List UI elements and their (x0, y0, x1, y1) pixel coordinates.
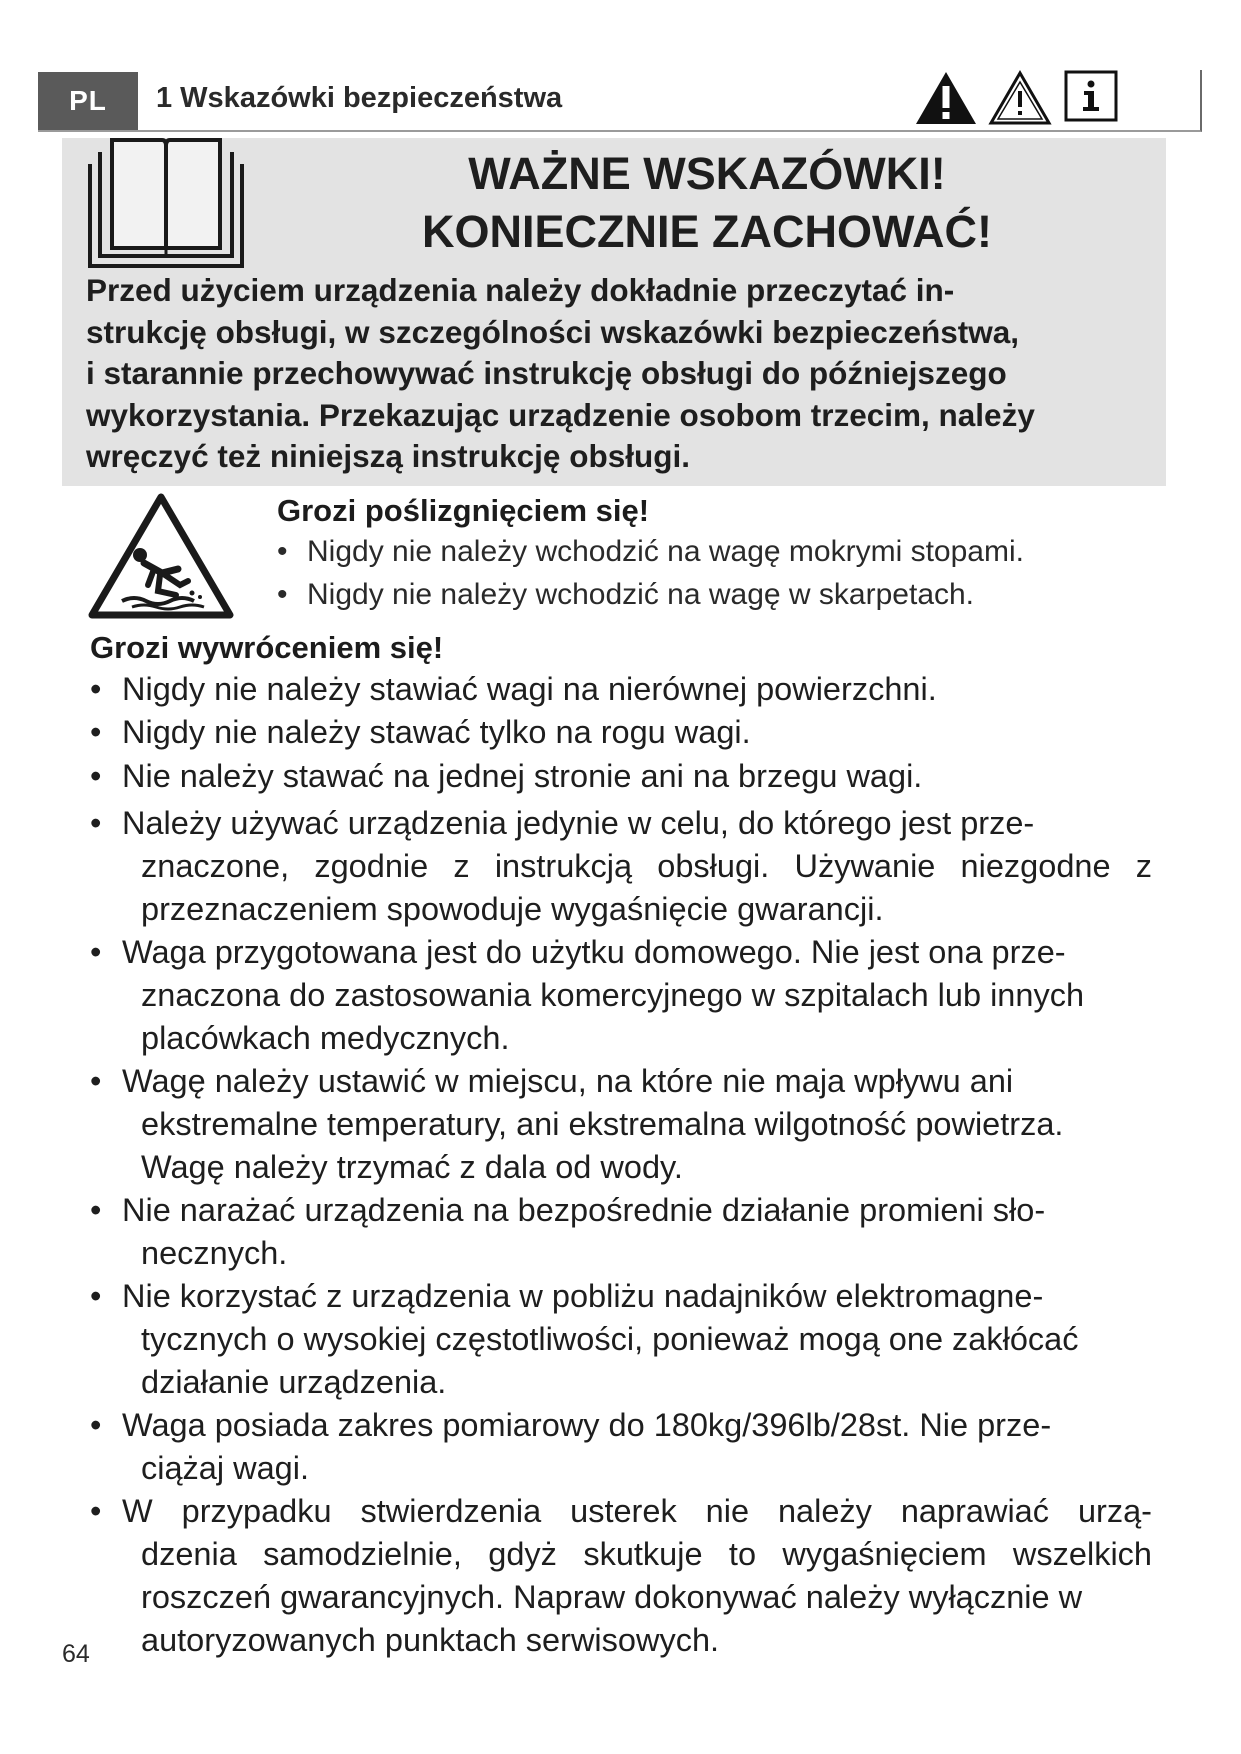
list-item (90, 1060, 1170, 1189)
list-item (90, 931, 1170, 1060)
list-item-line: W przypadku stwierdzenia usterek nie należy naprawiać urzą- (122, 1493, 1152, 1529)
list-item-line: autoryzowanych punktach serwisowych. (141, 1622, 720, 1658)
list-item-line: ekstremalne temperatury, ani ekstremalna wilgotność powietrza. (141, 1106, 1064, 1142)
list-item-line: Nie narażać urządzenia na bezpośrednie działanie promieni sło- (122, 1192, 1046, 1228)
bullet: • (90, 1192, 102, 1228)
list-item-line: necznych. (141, 1235, 288, 1271)
notice-body-line: wręczyć też niniejszą instrukcję obsługi. (86, 438, 690, 474)
bullet: • (90, 1278, 102, 1314)
page-header (38, 70, 1202, 132)
list-item (90, 1275, 1170, 1404)
list-item-text: Nigdy nie należy wchodzić na wagę mokrymi stopami. (307, 535, 1024, 568)
bullet: • (90, 1063, 102, 1099)
list-item-line: Wagę należy ustawić w miejscu, na które nie maja wpływu ani (122, 1063, 1014, 1099)
list-item-line: znaczona do zastosowania komercyjnego w szpitalach lub innych (141, 977, 1085, 1013)
warning-icon (988, 70, 1052, 126)
language-tab: PL (38, 72, 138, 130)
list-item (90, 755, 1170, 798)
info-icon (1064, 70, 1118, 122)
list-item-line: dzenia samodzielnie, gdyż skutkuje to wygaśnięciem wszelkich (141, 1536, 1152, 1572)
list-item-line: działanie urządzenia. (141, 1364, 447, 1400)
notice-title-line-2: KONIECZNIE ZACHOWAĆ! (422, 206, 992, 257)
bullet: • (90, 671, 102, 707)
bullet: • (90, 805, 102, 841)
list-item (90, 1189, 1170, 1275)
notice-body-line: i starannie przechowywać instrukcję obsługi do późniejszego (86, 355, 1007, 391)
list-item-line: Nie korzystać z urządzenia w pobliżu nadajników elektromagne- (122, 1278, 1044, 1314)
bullet: • (277, 578, 288, 611)
tip-warning-heading: Grozi wywróceniem się! (90, 630, 444, 665)
tip-warning-list (90, 668, 1170, 1662)
page-number: 64 (62, 1640, 90, 1668)
list-item (90, 1404, 1170, 1490)
list-item-line: ciążaj wagi. (141, 1450, 309, 1486)
list-item (90, 802, 1170, 931)
notice-body-line: strukcję obsługi, w szczególności wskazówki bezpieczeństwa, (86, 313, 1020, 350)
slippery-floor-warning-icon (88, 493, 234, 619)
list-item-line: Nigdy nie należy stawiać wagi na nierównej powierzchni. (122, 671, 937, 707)
list-item-line: Waga przygotowana jest do użytku domowego. Nie jest ona prze- (122, 934, 1066, 970)
list-item-text: Nigdy nie należy wchodzić na wagę w skarpetach. (307, 578, 975, 611)
list-item-line: Waga posiada zakres pomiarowy do 180kg/396lb/28st. Nie prze- (122, 1407, 1052, 1443)
list-item-line: roszczeń gwarancyjnych. Napraw dokonywać należy wyłącznie w (141, 1579, 1083, 1615)
list-item (90, 711, 1170, 754)
bullet: • (90, 1493, 102, 1529)
book-icon (86, 138, 246, 270)
notice-body-line: Przed użyciem urządzenia należy dokładnie przeczytać in- (86, 272, 955, 308)
bullet: • (90, 714, 102, 750)
danger-icon (914, 70, 978, 126)
list-item-line: Nie należy stawać na jednej stronie ani na brzegu wagi. (122, 758, 923, 794)
section-title: 1 Wskazówki bezpieczeństwa (156, 82, 563, 114)
list-item-line: Należy używać urządzenia jedynie w celu, do którego jest prze- (122, 805, 1035, 841)
list-item-line: tycznych o wysokiej częstotliwości, ponieważ mogą one zakłócać (141, 1321, 1079, 1357)
list-item (277, 573, 1024, 616)
list-item-line: placówkach medycznych. (141, 1020, 510, 1056)
bullet: • (90, 934, 102, 970)
bullet: • (277, 535, 288, 568)
important-notice-box (62, 138, 1166, 486)
list-item-line: Nigdy nie należy stawać tylko na rogu wagi. (122, 714, 751, 750)
notice-body-line: wykorzystania. Przekazując urządzenie osobom trzecim, należy (86, 396, 1035, 433)
list-item-line: Wagę należy trzymać z dala od wody. (141, 1149, 683, 1185)
list-item (90, 668, 1170, 711)
slip-warning-list (277, 530, 1024, 616)
notice-title-line-1: WAŻNE WSKAZÓWKI! (468, 148, 946, 199)
list-item (90, 1490, 1170, 1662)
slip-warning-heading: Grozi poślizgnięciem się! (277, 493, 650, 528)
list-item (277, 530, 1024, 573)
bullet: • (90, 1407, 102, 1443)
list-item-line: przeznaczeniem spowoduje wygaśnięcie gwarancji. (141, 891, 884, 927)
list-item-line: znaczone, zgodnie z instrukcją obsługi. Używanie niezgodne z (141, 848, 1152, 884)
bullet: • (90, 758, 102, 794)
notice-body (86, 270, 1035, 478)
